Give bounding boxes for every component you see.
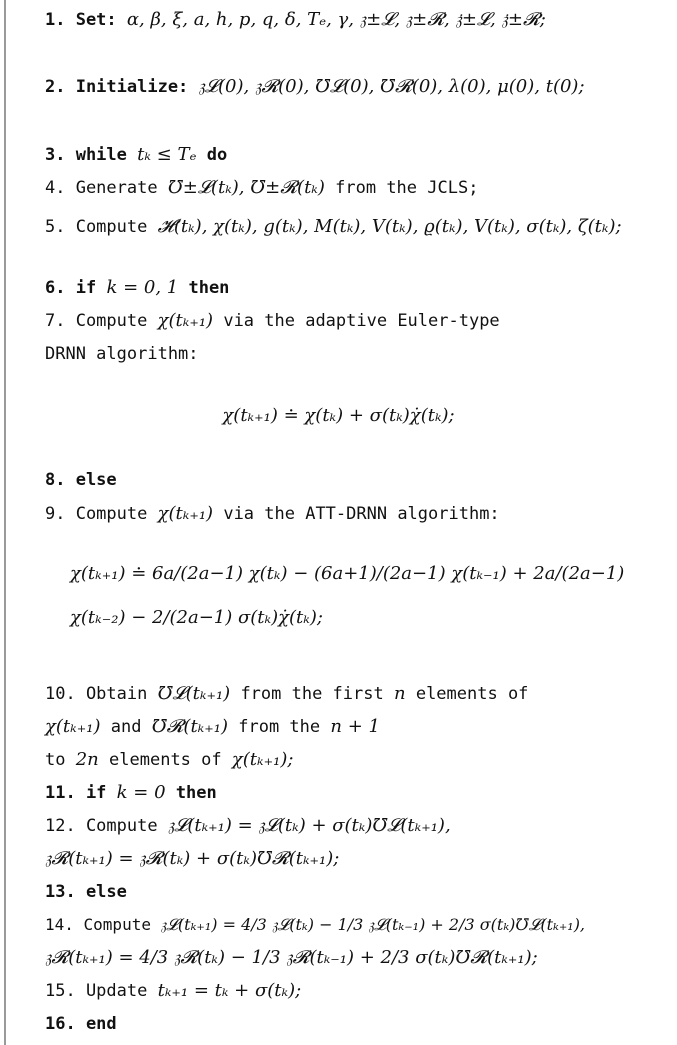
line-4-mid: ℧±𝓛(tₖ), ℧±𝓡(tₖ) <box>167 177 325 198</box>
line-7-suffix: via the adaptive Euler-type <box>223 311 500 331</box>
line-14-eq-right: 𝔷𝓡(tₖ₊₁) = 4/3 𝔷𝓡(tₖ) − 1/3 𝔷𝓡(tₖ₋₁) + 2/3 σ(tₖ)℧𝓡(tₖ₊₁); <box>45 947 538 968</box>
line-1-label: 1. Set: <box>45 10 117 30</box>
line-2-label: 2. Initialize: <box>45 77 189 97</box>
line-9-target: χ(tₖ₊₁) <box>157 503 214 524</box>
line-3-keyword: 3. while <box>45 145 127 165</box>
equation-att <box>70 552 670 640</box>
line-7-cont-text: DRNN algorithm: <box>45 344 199 364</box>
line-4 <box>45 177 671 199</box>
line-7-prefix: 7. Compute <box>45 311 148 331</box>
line-13 <box>45 881 671 903</box>
line-12-eq-right: 𝔷𝓡(tₖ₊₁) = 𝔷𝓡(tₖ) + σ(tₖ)℧𝓡(tₖ₊₁); <box>45 848 340 869</box>
line-2-text: 𝔷𝓛(0), 𝔷𝓡(0), ℧𝓛(0), ℧𝓡(0), λ(0), μ(0), t(0); <box>198 76 585 97</box>
line-6-keyword: 6. if <box>45 278 97 298</box>
line-10-l: elements of <box>109 750 222 770</box>
line-15 <box>45 980 671 1002</box>
line-11-keyword: 11. if <box>45 783 107 803</box>
line-9-prefix: 9. Compute <box>45 504 148 524</box>
line-10-h: from the <box>238 717 321 737</box>
line-10-a: ℧𝓛(tₖ₊₁) <box>157 683 231 704</box>
line-10-b: from the first <box>240 684 384 704</box>
line-12-eq-left: 𝔷𝓛(tₖ₊₁) = 𝔷𝓛(tₖ) + σ(tₖ)℧𝓛(tₖ₊₁), <box>167 815 451 836</box>
line-16-keyword: 16. end <box>45 1014 117 1034</box>
line-16 <box>45 1013 671 1035</box>
line-10-e: χ(tₖ₊₁) <box>45 716 101 737</box>
line-5-text: 𝓗(tₖ), χ(tₖ), g(tₖ), M(tₖ), V(tₖ), ϱ(tₖ), V(tₖ), σ(tₖ), ζ(tₖ); <box>157 216 622 237</box>
line-10 <box>45 683 671 705</box>
left-rule <box>4 0 6 1045</box>
line-5 <box>45 210 671 244</box>
line-3-keyword2: do <box>206 145 228 165</box>
equation-euler <box>0 405 677 427</box>
line-10-cont-1 <box>45 716 671 738</box>
line-7-cont <box>45 343 671 365</box>
line-11-keyword2: then <box>175 783 217 803</box>
line-6-keyword2: then <box>188 278 230 298</box>
line-14-eq-left: 𝔷𝓛(tₖ₊₁) = 4/3 𝔷𝓛(tₖ) − 1/3 𝔷𝓛(tₖ₋₁) + 2/3 σ(tₖ)℧𝓛(tₖ₊₁), <box>160 915 586 934</box>
line-12-prefix: 12. Compute <box>45 816 158 836</box>
line-12 <box>45 815 671 837</box>
line-12-cont <box>45 848 671 870</box>
line-3-condition: tₖ ≤ Tₑ <box>137 144 197 165</box>
line-10-cont-2 <box>45 749 671 771</box>
line-15-eq: tₖ₊₁ = tₖ + σ(tₖ); <box>157 980 302 1001</box>
line-10-i: n + 1 <box>330 716 380 737</box>
line-7-target: χ(tₖ₊₁) <box>157 310 214 331</box>
line-7 <box>45 310 671 332</box>
line-2 <box>45 76 671 98</box>
line-14 <box>45 914 671 936</box>
line-9 <box>45 503 671 525</box>
line-10-c: n <box>393 683 406 704</box>
line-3 <box>45 144 671 166</box>
line-10-m: χ(tₖ₊₁); <box>231 749 294 770</box>
line-5-prefix: 5. Compute <box>45 217 148 237</box>
line-8-keyword: 8. else <box>45 470 117 490</box>
line-15-prefix: 15. Update <box>45 981 148 1001</box>
line-11-condition: k = 0 <box>116 782 166 803</box>
line-10-prefix: 10. Obtain <box>45 684 148 704</box>
line-13-keyword: 13. else <box>45 882 127 902</box>
line-14-cont <box>45 947 671 969</box>
line-9-suffix: via the ATT-DRNN algorithm: <box>223 504 500 524</box>
line-1 <box>45 9 671 31</box>
line-6-condition: k = 0, 1 <box>106 277 179 298</box>
line-1-symbols: α, β, ξ, a, h, p, q, δ, Tₑ, γ, 𝔷±𝓛, 𝔷±𝓡, 𝔷̇±𝓛, 𝔷̇±𝓡; <box>126 9 546 30</box>
line-8 <box>45 469 671 491</box>
line-11 <box>45 782 671 804</box>
line-10-d: elements of <box>415 684 529 704</box>
line-10-j: to <box>45 750 66 770</box>
line-6 <box>45 277 671 299</box>
line-14-prefix: 14. Compute <box>45 915 151 934</box>
line-10-g: ℧𝓡(tₖ₊₁) <box>151 716 228 737</box>
line-4-prefix: 4. Generate <box>45 178 158 198</box>
line-10-f: and <box>110 717 142 737</box>
line-4-suffix: from the JCLS; <box>335 178 479 198</box>
line-10-k: 2n <box>75 749 99 770</box>
equation-euler-text: χ(tₖ₊₁) ≐ χ(tₖ) + σ(tₖ)χ̇(tₖ); <box>222 405 455 426</box>
equation-att-text: χ(tₖ₊₁) ≐ 6a/(2a−1) χ(tₖ) − (6a+1)/(2a−1) χ(tₖ₋₁) + 2a/(2a−1) χ(tₖ₋₂) − 2/(2a−1) σ(tₖ)χ̇(tₖ); <box>70 563 625 628</box>
